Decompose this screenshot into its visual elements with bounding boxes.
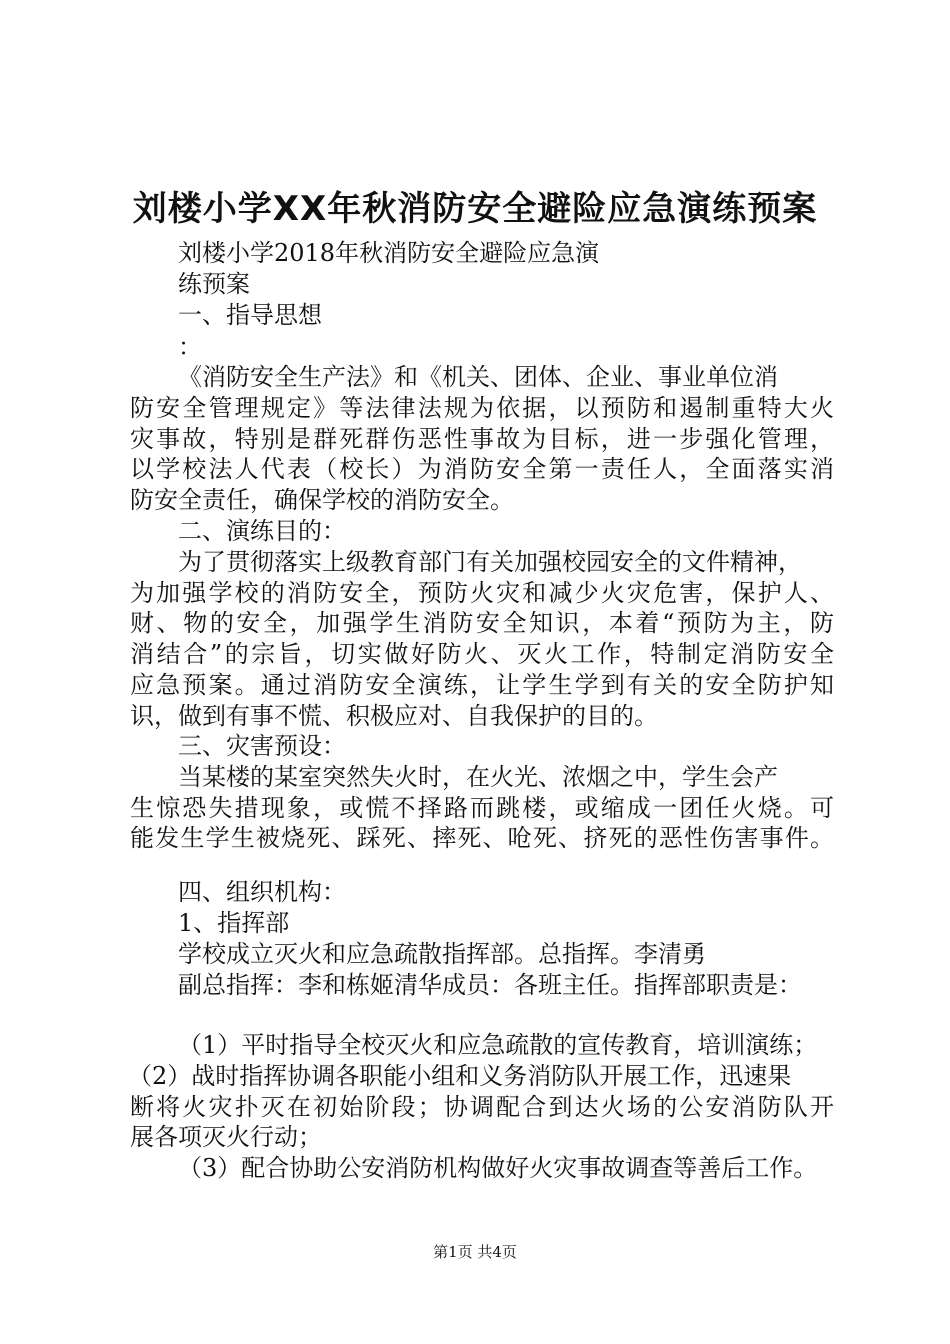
subtitle-line-2: 练预案 <box>178 270 250 298</box>
paragraph-4-line-2: 副总指挥：李和栋姬清华成员：各班主任。指挥部职责是： <box>178 971 802 999</box>
page-footer: 第1页 共4页 <box>433 1243 517 1261</box>
paragraph-2-line-1: 为了贯彻落实上级教育部门有关加强校园安全的文件精神， <box>178 548 802 576</box>
paragraph-3-line-2: 生惊恐失措现象，或慌不择路而跳楼，或缩成一团任火烧。可 <box>130 794 834 822</box>
paragraph-1-line-5: 防安全责任，确保学校的消防安全。 <box>130 486 514 514</box>
paragraph-1-line-2: 防安全管理规定》等法律法规为依据，以预防和遏制重特大火 <box>130 394 834 422</box>
paragraph-4-line-1: 学校成立灭火和应急疏散指挥部。总指挥。李清勇 <box>178 940 706 968</box>
paragraph-2-line-6: 识，做到有事不慌、积极应对、自我保护的目的。 <box>130 702 658 730</box>
duty-item-2-line-2: 断将火灾扑灭在初始阶段；协调配合到达火场的公安消防队开 <box>130 1093 834 1121</box>
duty-item-2-line-3: 展各项灭火行动； <box>130 1123 322 1151</box>
paragraph-1-line-3: 灾事故，特别是群死群伤恶性事故为目标，进一步强化管理， <box>130 425 834 453</box>
section-heading-3: 三、灾害预设： <box>178 732 346 760</box>
paragraph-2-line-5: 应急预案。通过消防安全演练，让学生学到有关的安全防护知 <box>130 671 834 699</box>
subsection-heading-1: 1、指挥部 <box>178 909 290 937</box>
paragraph-1-line-1: 《消防安全生产法》和《机关、团体、企业、事业单位消 <box>178 363 778 391</box>
duty-item-1: （1）平时指导全校灭火和应急疏散的宣传教育，培训演练； <box>178 1031 818 1059</box>
duty-item-3: （3）配合协助公安消防机构做好火灾事故调查等善后工作。 <box>178 1154 818 1182</box>
subtitle-line-1: 刘楼小学2018年秋消防安全避险应急演 <box>178 239 600 267</box>
duty-item-2-line-1: （2）战时指挥协调各职能小组和义务消防队开展工作，迅速果 <box>128 1062 792 1090</box>
document-title: 刘楼小学XX年秋消防安全避险应急演练预案 <box>132 189 818 229</box>
section-heading-1: 一、指导思想 <box>178 301 322 329</box>
paragraph-3-line-3: 能发生学生被烧死、踩死、摔死、呛死、挤死的恶性伤害事件。 <box>130 824 834 852</box>
paragraph-2-line-3: 财、物的安全，加强学生消防安全知识，本着“预防为主，防 <box>130 609 834 637</box>
colon-line: ： <box>178 333 202 361</box>
section-heading-4: 四、组织机构： <box>178 878 346 906</box>
paragraph-2-line-2: 为加强学校的消防安全，预防火灾和减少火灾危害，保护人、 <box>130 579 834 607</box>
paragraph-2-line-4: 消结合”的宗旨，切实做好防火、灭火工作，特制定消防安全 <box>130 640 834 668</box>
paragraph-1-line-4: 以学校法人代表（校长）为消防安全第一责任人，全面落实消 <box>130 455 834 483</box>
paragraph-3-line-1: 当某楼的某室突然失火时，在火光、浓烟之中，学生会产 <box>178 763 778 791</box>
section-heading-2: 二、演练目的： <box>178 517 346 545</box>
